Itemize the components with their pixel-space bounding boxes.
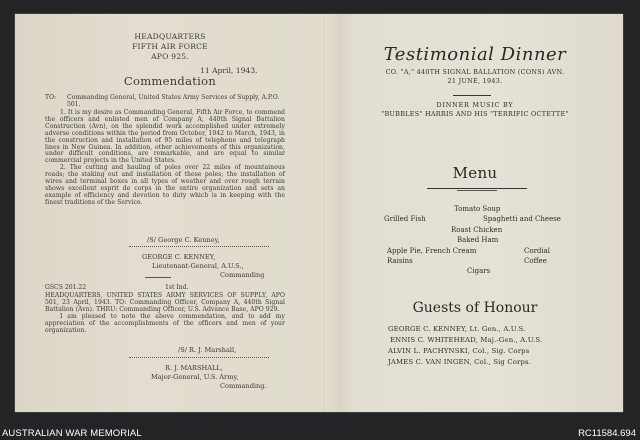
indorsement-number: 1st Ind. xyxy=(165,284,189,291)
menu-item-coffee: Coffee xyxy=(524,257,547,265)
indorsement-body xyxy=(45,293,285,334)
divider-rule xyxy=(145,277,171,278)
signer-name-marshall: R. J. MARSHALL, xyxy=(165,364,223,372)
signature-kenney: /S/ George C. Kenney, xyxy=(147,236,220,244)
signer-rank-marshall: Major-General, U.S. Army, xyxy=(151,373,239,381)
signer-role-kenney: Commanding xyxy=(220,271,265,279)
guest-item: JAMES C. VAN INGEN, Col., Sig Corps. xyxy=(388,358,532,366)
menu-rule xyxy=(427,188,527,189)
indorsement-header: HEADQUARTERS, UNITED STATES ARMY SERVICES OF SUPPLY, APO 501, 23 April, 1943. TO: Commanding Officer, Company A, 440th Signal Battalion (Avn). THRU: Commanding Officer, U.S. Advance Base, APO 929. xyxy=(45,292,285,313)
unit-line: CO. "A," 440TH SIGNAL BALLATION (CONS) AVN. xyxy=(385,68,565,76)
divider-rule xyxy=(453,95,491,96)
reference-code: GSCS 201.22 xyxy=(45,284,87,291)
dinner-date: 21 JUNE, 1943. xyxy=(447,77,503,85)
menu-rule-short xyxy=(457,190,497,191)
signature-dotted-line-2 xyxy=(129,357,269,358)
record-id: RC11584.694 xyxy=(578,428,636,439)
menu-item-cigars: Cigars xyxy=(467,267,491,275)
signer-role-marshall: Commanding. xyxy=(220,382,267,390)
menu-item-pasta: Spaghetti and Cheese xyxy=(483,215,561,223)
to-text: Commanding General, United States Army Services of Supply, A.P.O. 501. xyxy=(67,94,280,108)
letter-date: 11 April, 1943. xyxy=(200,66,258,75)
header-line-2: FIFTH AIR FORCE xyxy=(132,42,208,51)
signer-name-kenney: GEORGE C. KENNEY, xyxy=(142,253,216,261)
addressee xyxy=(45,95,285,109)
commendation-title: Commendation xyxy=(123,74,217,88)
document-sheet xyxy=(15,14,623,412)
menu-item-dessert: Apple Pie, French Cream xyxy=(387,247,477,255)
institution-label: AUSTRALIAN WAR MEMORIAL xyxy=(2,428,142,439)
paragraph-1: 1. It is my desire as Commanding General, Fifth Air Force, to commend the officers and enlisted men of Company A, 440th Signal Battalion Construction (Avn), on the splendid work accomplished under extremely adverse conditions within the period from October, 1942 to March, 1943, in the construction and installation of 95 miles of telephone and telegraph lines in New Guinea. In addition, other achievements of this organization, under difficult conditions, are remarkable, and are equal to similar commercial projects in the United States. xyxy=(45,109,285,165)
commendation-page xyxy=(15,14,325,412)
paragraph-3: I am pleased to note the above commendation, and to add my appreciation of the accomplishments of the officers and men of your organization. xyxy=(45,312,285,334)
dinner-title: Testimonial Dinner xyxy=(383,44,567,65)
signature-marshall: /S/ R. J. Marshall, xyxy=(178,346,237,354)
menu-item-fish: Grilled Fish xyxy=(384,215,426,223)
menu-item-cordial: Cordial xyxy=(524,247,551,255)
guest-item: ENNIS C. WHITEHEAD, Maj.-Gen., A.U.S. xyxy=(390,336,543,344)
guest-item: GEORGE C. KENNEY, Lt. Gen., A.U.S. xyxy=(388,325,526,333)
menu-item-raisins: Raisins xyxy=(387,257,413,265)
menu-item-chicken: Roast Chicken xyxy=(451,226,503,234)
guests-title: Guests of Honour xyxy=(412,300,538,316)
menu-title: Menu xyxy=(452,164,498,182)
header-line-3: APO 925. xyxy=(151,52,189,61)
menu-item-soup: Tomato Soup xyxy=(454,205,501,213)
header-line-1: HEADQUARTERS xyxy=(134,32,206,41)
menu-item-ham: Baked Ham xyxy=(457,236,499,244)
signature-dotted-line xyxy=(129,246,269,247)
music-line-1: DINNER MUSIC BY xyxy=(436,101,514,109)
music-line-2: "BUBBLES" HARRIS AND HIS "TERRIFIC OCTETTE" xyxy=(381,110,569,118)
commendation-body xyxy=(45,110,285,207)
to-label: TO: xyxy=(45,94,57,101)
signer-rank-kenney: Lieutenant-General, A.U.S., xyxy=(152,262,244,270)
paragraph-2: 2. The cutting and hauling of poles over 22 miles of mountainous roads; the staking out and installation of these poles; the installation of wires and terminal boxes in all types of weather and over rough terrain shows excellent esprit de corps in the entire organization and sets an example of efficiency and devotion to duty which is in keeping with the finest traditions of the Service. xyxy=(45,164,285,206)
dinner-menu-page xyxy=(327,14,623,412)
guest-item: ALVIN L. PACHYNSKI, Col., Sig. Corps xyxy=(388,347,530,355)
